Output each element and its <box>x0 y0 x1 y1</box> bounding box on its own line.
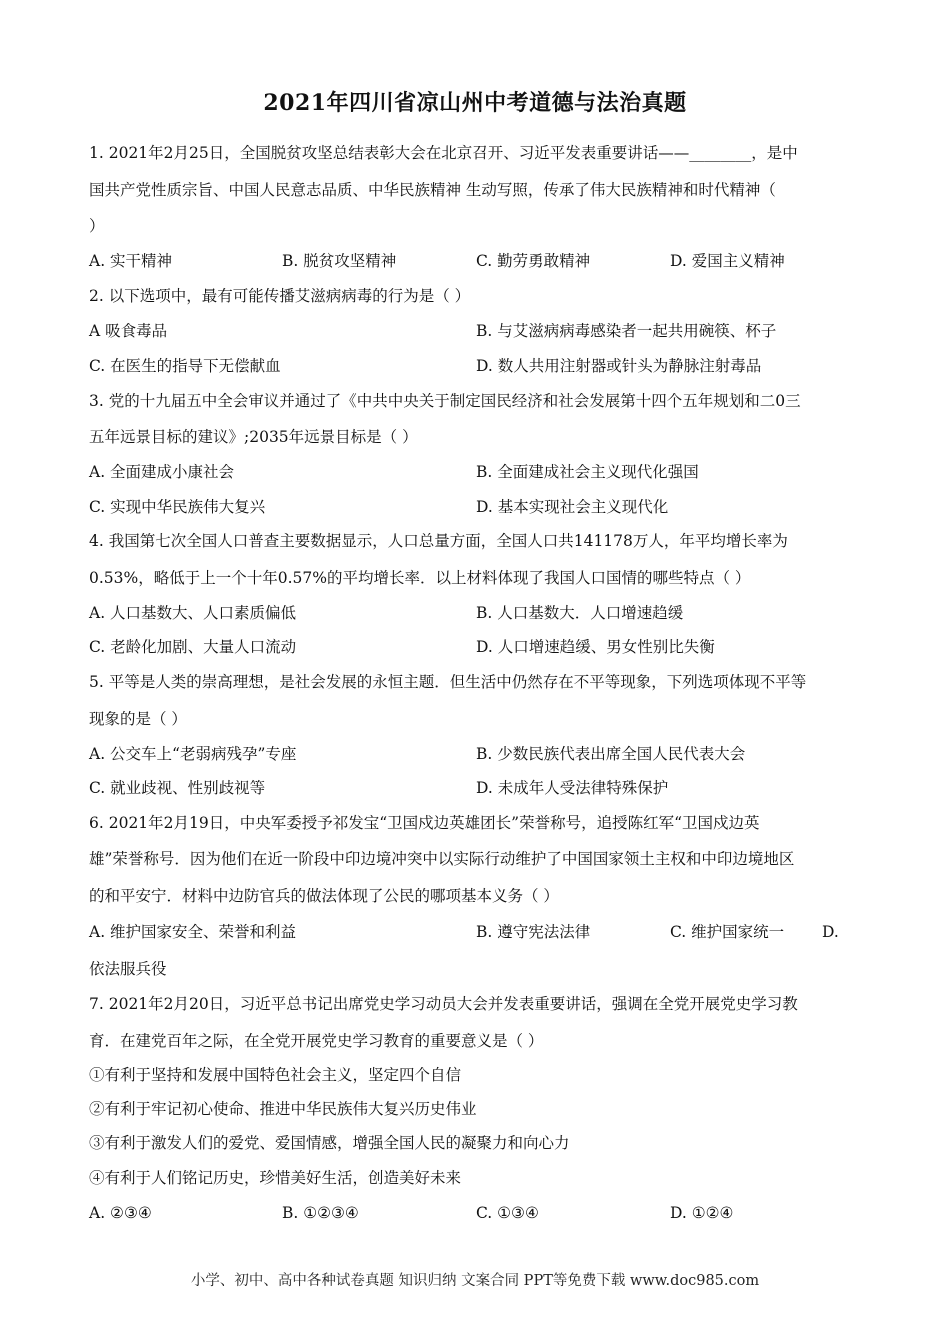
question-2-option-d: D. 数人共用注射器或针头为静脉注射毒品 <box>476 357 762 375</box>
question-5-option-b: B. 少数民族代表出席全国人民代表大会 <box>476 745 746 763</box>
question-4-line-1: 4. 我国第七次全国人口普查主要数据显示，人口总量方面，全国人口共141178万人，年平均增长率为 <box>89 532 788 550</box>
question-7-option-d: D. ①②④ <box>670 1204 734 1222</box>
question-3-option-c: C. 实现中华民族伟大复兴 <box>89 498 266 516</box>
question-1-line-3: ） <box>89 217 105 235</box>
question-1-option-a: A. 实干精神 <box>89 252 173 270</box>
question-6-option-b: B. 遵守宪法法律 <box>476 923 591 941</box>
question-5-option-a: A. 公交车上“老弱病残孕”专座 <box>89 745 297 763</box>
question-7-statement-1: ①有利于坚持和发展中国特色社会主义，坚定四个自信 <box>89 1066 462 1084</box>
question-4-option-b: B. 人口基数大．人口增速趋缓 <box>476 604 684 622</box>
question-1-line-1: 1. 2021年2月25日，全国脱贫攻坚总结表彰大会在北京召开、习近平发表重要讲话——________，是中 <box>89 144 798 162</box>
question-5-line-2: 现象的是（ ） <box>89 710 187 728</box>
question-2-option-b: B. 与艾滋病病毒感染者一起共用碗筷、杯子 <box>476 322 777 340</box>
question-3-line-1: 3. 党的十九届五中全会审议并通过了《中共中央关于制定国民经济和社会发展第十四个五年规划和二0三 <box>89 392 801 410</box>
question-4-option-d: D. 人口增速趋缓、男女性别比失衡 <box>476 638 715 656</box>
question-1-option-d: D. 爱国主义精神 <box>670 252 785 270</box>
question-4-option-a: A. 人口基数大、人口素质偏低 <box>89 604 297 622</box>
question-7-option-c: C. ①③④ <box>476 1204 539 1222</box>
question-6-option-d: D. <box>822 923 839 941</box>
question-7-statement-4: ④有利于人们铭记历史，珍惜美好生活，创造美好未来 <box>89 1169 462 1187</box>
question-7-line-1: 7. 2021年2月20日，习近平总书记出席党史学习动员大会并发表重要讲话，强调在全党开展党史学习教 <box>89 995 798 1013</box>
question-2-option-a: A 吸食毒品 <box>89 322 168 340</box>
question-6-line-1: 6. 2021年2月19日，中央军委授予祁发宝“卫国戍边英雄团长”荣誉称号，追授陈红军“卫国戍边英 <box>89 814 760 832</box>
question-6-option-a: A. 维护国家安全、荣誉和利益 <box>89 923 297 941</box>
question-4-line-2: 0.53%，略低于上一个十年0.57%的平均增长率．以上材料体现了我国人口国情的哪些特点（ ） <box>89 569 751 587</box>
question-4-option-c: C. 老龄化加剧、大量人口流动 <box>89 638 297 656</box>
question-2-line-1: 2. 以下选项中，最有可能传播艾滋病病毒的行为是（ ） <box>89 287 471 305</box>
question-3-option-a: A. 全面建成小康社会 <box>89 463 235 481</box>
question-5-option-d: D. 未成年人受法律特殊保护 <box>476 779 669 797</box>
page-title: 2021年四川省凉山州中考道德与法治真题 <box>263 90 687 116</box>
question-6-line-2: 雄”荣誉称号．因为他们在近一阶段中印边境冲突中以实际行动维护了中国国家领土主权和中印边境地区 <box>89 850 795 868</box>
question-7-option-a: A. ②③④ <box>89 1204 152 1222</box>
page-footer: 小学、初中、高中各种试卷真题 知识归纳 文案合同 PPT等免费下载 www.doc985.com <box>190 1273 760 1289</box>
question-1-line-2: 国共产党性质宗旨、中国人民意志品质、中华民族精神 生动写照，传承了伟大民族精神和时代精神（ <box>89 181 776 199</box>
question-7-option-b: B. ①②③④ <box>282 1204 359 1222</box>
question-3-option-d: D. 基本实现社会主义现代化 <box>476 498 669 516</box>
question-3-line-2: 五年远景目标的建议》;2035年远景目标是（ ） <box>89 428 418 446</box>
question-7-statement-2: ②有利于牢记初心使命、推进中华民族伟大复兴历史伟业 <box>89 1100 477 1118</box>
question-6-line-3: 的和平安宁．材料中边防官兵的做法体现了公民的哪项基本义务（ ） <box>89 887 559 905</box>
question-5-line-1: 5. 平等是人类的崇高理想，是社会发展的永恒主题．但生活中仍然存在不平等现象，下列选项体现不平等 <box>89 673 807 691</box>
question-3-option-b: B. 全面建成社会主义现代化强国 <box>476 463 699 481</box>
question-7-line-2: 育．在建党百年之际，在全党开展党史学习教育的重要意义是（ ） <box>89 1032 544 1050</box>
question-6-option-c: C. 维护国家统一 <box>670 923 785 941</box>
question-7-statement-3: ③有利于激发人们的爱党、爱国情感，增强全国人民的凝聚力和向心力 <box>89 1134 570 1152</box>
question-2-option-c: C. 在医生的指导下无偿献血 <box>89 357 281 375</box>
question-5-option-c: C. 就业歧视、性别歧视等 <box>89 779 266 797</box>
question-6-option-d-text: 依法服兵役 <box>89 960 167 978</box>
question-1-option-b: B. 脱贫攻坚精神 <box>282 252 397 270</box>
question-1-option-c: C. 勤劳勇敢精神 <box>476 252 591 270</box>
